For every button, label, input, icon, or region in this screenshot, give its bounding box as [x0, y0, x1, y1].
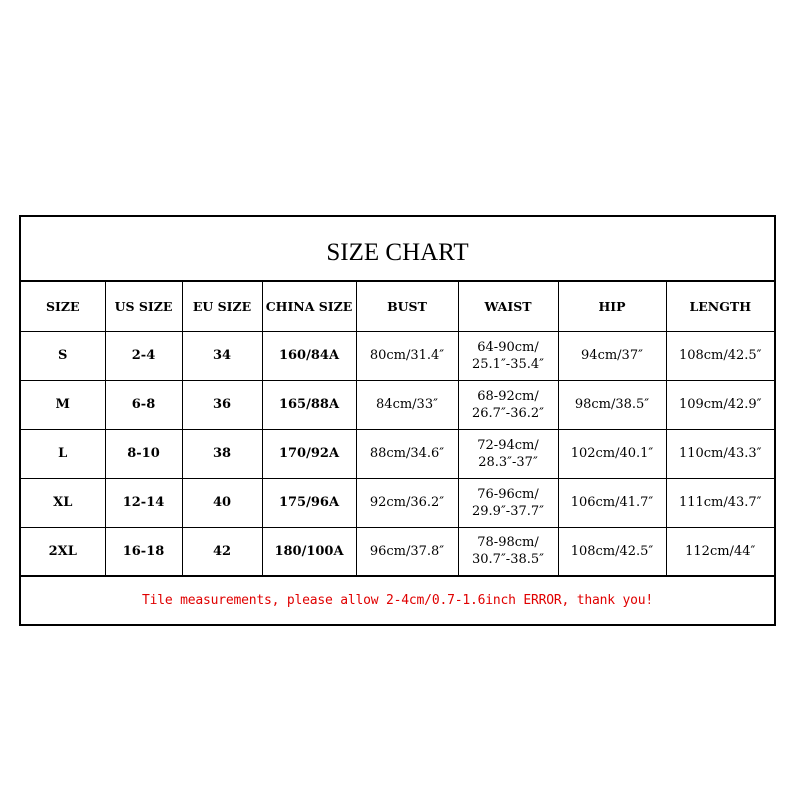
cell-us-size: 8-10: [105, 429, 182, 478]
cell-hip: 108cm/42.5″: [558, 527, 666, 576]
cell-bust: 92cm/36.2″: [356, 478, 458, 527]
cell-eu-size: 38: [182, 429, 262, 478]
cell-waist-cm: 76-96cm/: [477, 486, 539, 502]
cell-eu-size: 40: [182, 478, 262, 527]
cell-waist-inch: 29.9″-37.7″: [472, 503, 544, 519]
cell-waist-cm: 72-94cm/: [477, 437, 539, 453]
cell-bust: 80cm/31.4″: [356, 331, 458, 380]
header-length: LENGTH: [666, 282, 774, 331]
cell-hip: 106cm/41.7″: [558, 478, 666, 527]
header-china-size: CHINA SIZE: [262, 282, 356, 331]
cell-waist-inch: 25.1″-35.4″: [472, 356, 544, 372]
cell-size: M: [21, 380, 105, 429]
measurement-note: Tile measurements, please allow 2-4cm/0.7-1.6inch ERROR, thank you!: [142, 592, 653, 608]
table-row: [21, 478, 774, 527]
cell-length: 108cm/42.5″: [666, 331, 774, 380]
table-row: [21, 429, 774, 478]
cell-china-size: 165/88A: [262, 380, 356, 429]
cell-us-size: 12-14: [105, 478, 182, 527]
cell-eu-size: 42: [182, 527, 262, 576]
cell-us-size: 6-8: [105, 380, 182, 429]
cell-waist-cm: 78-98cm/: [477, 535, 539, 551]
cell-length: 112cm/44″: [666, 527, 774, 576]
cell-bust: 96cm/37.8″: [356, 527, 458, 576]
cell-eu-size: 34: [182, 331, 262, 380]
header-bust: BUST: [356, 282, 458, 331]
header-waist: WAIST: [458, 282, 558, 331]
header-eu-size: EU SIZE: [182, 282, 262, 331]
cell-waist-inch: 30.7″-38.5″: [472, 552, 544, 568]
cell-hip: 98cm/38.5″: [558, 380, 666, 429]
cell-length: 109cm/42.9″: [666, 380, 774, 429]
cell-bust: 84cm/33″: [356, 380, 458, 429]
cell-hip: 94cm/37″: [558, 331, 666, 380]
cell-waist: [458, 527, 558, 576]
header-hip: HIP: [558, 282, 666, 331]
cell-size: XL: [21, 478, 105, 527]
cell-length: 110cm/43.3″: [666, 429, 774, 478]
cell-bust: 88cm/34.6″: [356, 429, 458, 478]
cell-china-size: 160/84A: [262, 331, 356, 380]
cell-waist: [458, 429, 558, 478]
table-row: [21, 331, 774, 380]
cell-china-size: 170/92A: [262, 429, 356, 478]
cell-waist-inch: 26.7″-36.2″: [472, 405, 544, 421]
cell-length: 111cm/43.7″: [666, 478, 774, 527]
cell-china-size: 180/100A: [262, 527, 356, 576]
cell-eu-size: 36: [182, 380, 262, 429]
header-us-size: US SIZE: [105, 282, 182, 331]
header-size: SIZE: [21, 282, 105, 331]
table-row: [21, 527, 774, 576]
table-row: [21, 380, 774, 429]
cell-us-size: 16-18: [105, 527, 182, 576]
cell-size: 2XL: [21, 527, 105, 576]
chart-title: SIZE CHART: [21, 217, 774, 282]
cell-waist-cm: 68-92cm/: [477, 388, 539, 404]
cell-us-size: 2-4: [105, 331, 182, 380]
cell-china-size: 175/96A: [262, 478, 356, 527]
cell-waist: [458, 380, 558, 429]
cell-waist-cm: 64-90cm/: [477, 339, 539, 355]
cell-hip: 102cm/40.1″: [558, 429, 666, 478]
size-table: [21, 282, 774, 577]
size-chart: [19, 215, 776, 626]
cell-waist: [458, 331, 558, 380]
cell-size: S: [21, 331, 105, 380]
cell-waist-inch: 28.3″-37″: [478, 454, 538, 470]
cell-waist: [458, 478, 558, 527]
header-row: [21, 282, 774, 331]
cell-size: L: [21, 429, 105, 478]
